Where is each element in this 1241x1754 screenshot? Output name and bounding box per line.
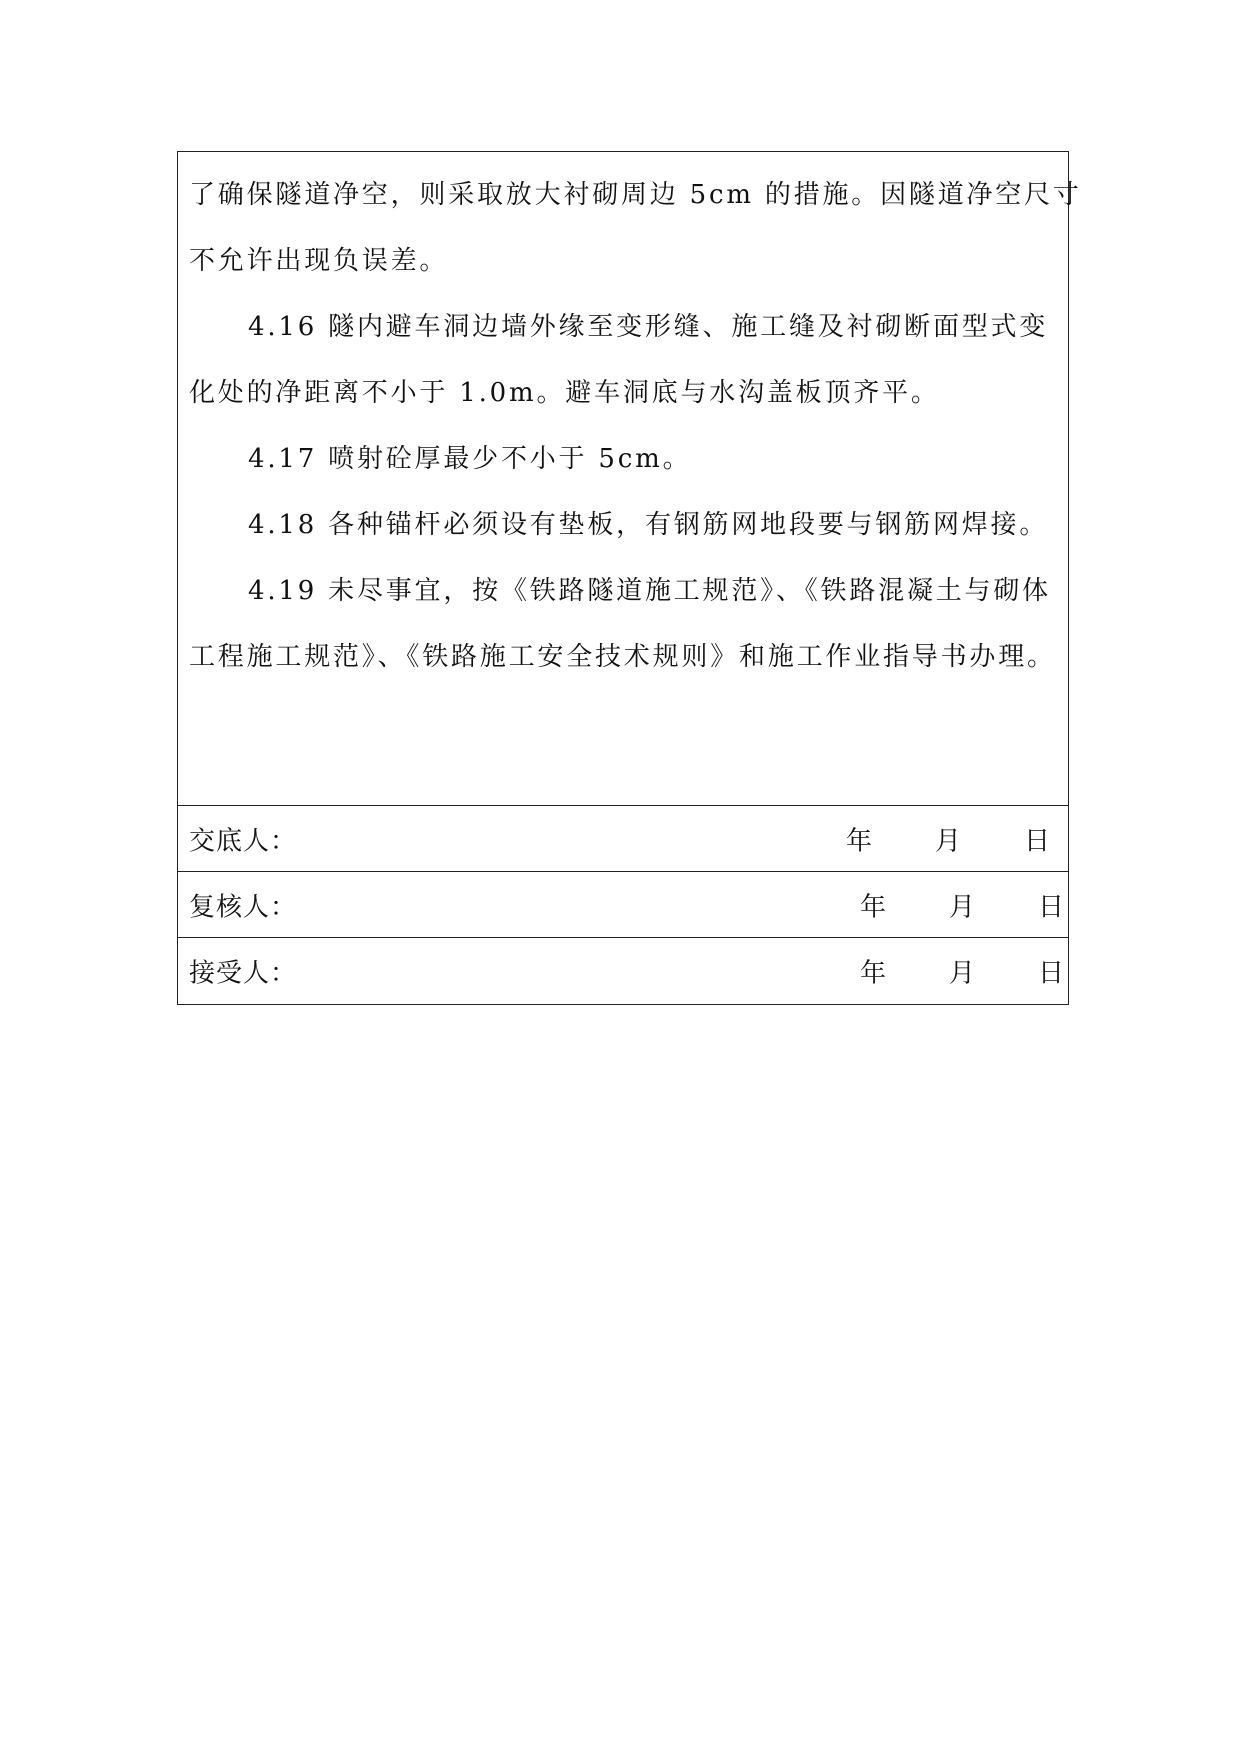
signature-row-discloser bbox=[178, 806, 1068, 872]
content-cell bbox=[178, 152, 1082, 806]
day-label: 日 bbox=[1024, 826, 1051, 856]
discloser-label: 交底人： bbox=[189, 826, 298, 856]
receiver-label: 接受人： bbox=[189, 958, 298, 989]
month-label: 月 bbox=[949, 958, 976, 989]
disclosure-table bbox=[177, 151, 1082, 1005]
day-label: 日 bbox=[1038, 892, 1065, 922]
paragraph-4-16-line-1: 4.16 隧内避车洞边墙外缘至变形缝、施工缝及衬砌断面型式变 bbox=[248, 312, 1049, 342]
paragraph-4-16-line-2: 化处的净距离不小于 1.0m。避车洞底与水沟盖板顶齐平。 bbox=[189, 378, 940, 408]
month-label: 月 bbox=[935, 826, 962, 856]
year-label: 年 bbox=[846, 826, 873, 856]
paragraph-4-19-line-2: 工程施工规范》、《铁路施工安全技术规则》和施工作业指导书办理。 bbox=[189, 642, 1056, 672]
reviewer-label: 复核人： bbox=[189, 892, 298, 922]
month-label: 月 bbox=[949, 892, 976, 922]
paragraph-4-19-line-1: 4.19 未尽事宜，按《铁路隧道施工规范》、《铁路混凝土与砌体 bbox=[248, 576, 1051, 606]
day-label: 日 bbox=[1038, 958, 1065, 989]
paragraph-line: 不允许出现负误差。 bbox=[189, 246, 449, 276]
signature-row-receiver bbox=[178, 938, 1068, 1004]
year-label: 年 bbox=[860, 892, 887, 922]
paragraph-line: 了确保隧道净空，则采取放大衬砌周边 5cm 的措施。因隧道净空尺寸 bbox=[189, 180, 1082, 210]
paragraph-4-17: 4.17 喷射砼厚最少不小于 5cm。 bbox=[248, 444, 692, 474]
paragraph-4-18: 4.18 各种锚杆必须设有垫板，有钢筋网地段要与钢筋网焊接。 bbox=[248, 510, 1049, 540]
signature-row-reviewer bbox=[178, 872, 1068, 938]
year-label: 年 bbox=[860, 958, 887, 989]
